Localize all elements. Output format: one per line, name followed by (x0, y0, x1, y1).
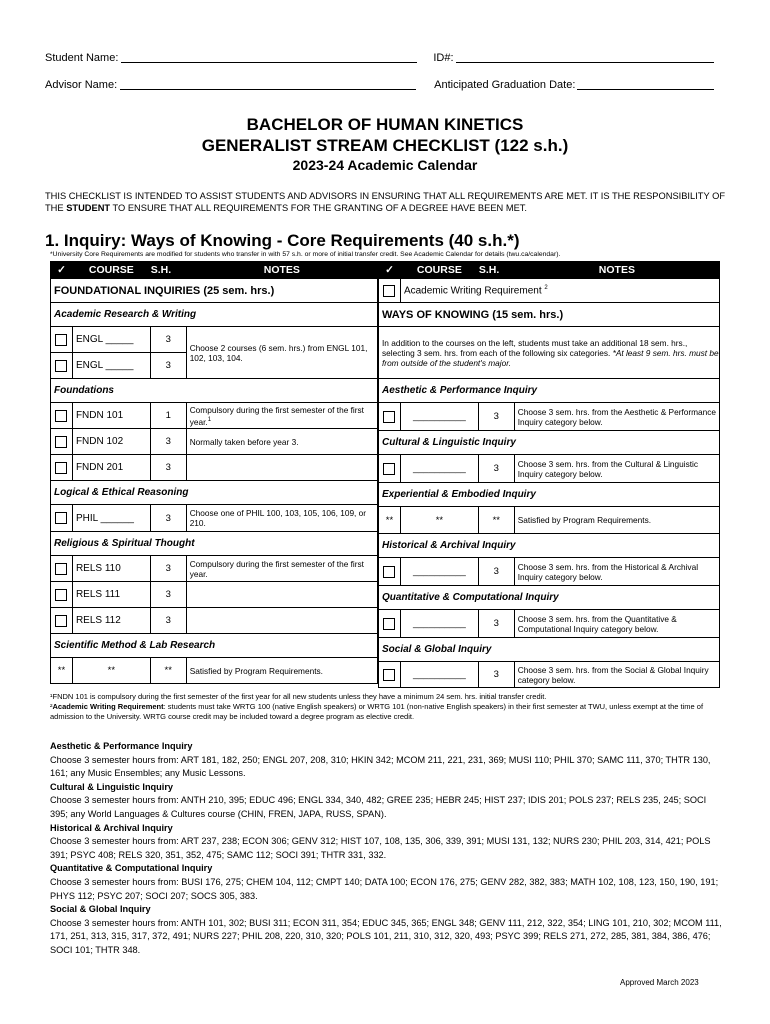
sh-header: S.H. (150, 262, 186, 279)
cultural-note: Choose 3 sem. hrs. from the Cultural & Linguistic Inquiry category below. (514, 455, 719, 483)
advisor-info-row (45, 79, 714, 91)
advisor-name-field[interactable] (120, 79, 416, 90)
aesthetic-course-field[interactable]: __________ (400, 403, 478, 431)
foundations-heading: Foundations (51, 379, 378, 403)
grad-date-field[interactable] (577, 79, 714, 90)
rels111-checkbox[interactable] (55, 589, 67, 601)
cultural-course-field[interactable]: __________ (400, 455, 478, 483)
page-subtitle: GENERALIST STREAM CHECKLIST (122 s.h.) (201, 136, 569, 155)
notes-header: NOTES (186, 262, 377, 279)
fndn201-sh: 3 (150, 455, 186, 481)
social-note: Choose 3 sem. hrs. from the Social & Global Inquiry category below. (514, 662, 719, 688)
req-cultural: Cultural & Linguistic Inquiry Choose 3 semester hours from: ANTH 210, 395; EDUC 496; ENGL 334, 340, 482; GREE 235; HEBR 245; HIST 237; IDIS 201; POLS 237; RELS 235, 245; SOCI 395; any World Languages & Cultures course (CHIN, FREN, JAPA, RUSS, SPAN). (50, 781, 707, 819)
aesthetic-sh: 3 (478, 403, 514, 431)
fndn201-checkbox[interactable] (55, 462, 67, 474)
rels112-course: RELS 112 (72, 608, 150, 634)
historical-checkbox[interactable] (383, 566, 395, 578)
phil-checkbox[interactable] (55, 512, 67, 524)
rels112-sh: 3 (150, 608, 186, 634)
fndn201-course: FNDN 201 (72, 455, 150, 481)
fndn102-course: FNDN 102 (72, 429, 150, 455)
right-header-row (379, 262, 720, 279)
phil-note: Choose one of PHIL 100, 103, 105, 106, 109, or 210. (186, 505, 377, 532)
course-header-2: COURSE (400, 262, 478, 279)
phil-course[interactable]: PHIL ______ (72, 505, 150, 532)
scientific-heading: Scientific Method & Lab Research (51, 634, 378, 658)
right-table (378, 261, 720, 688)
disclaimer: THIS CHECKLIST IS INTENDED TO ASSIST STUDENTS AND ADVISORS IN ENSURING THAT ALL REQUIREMENTS ARE MET. IT IS THE RESPONSIBILITY OF THE STUDENT TO ENSURE THAT ALL REQUIREMENTS FOR THE GRANTING OF A DEGREE HAVE BEEN MET. (45, 191, 725, 213)
quant-note: Choose 3 sem. hrs. from the Quantitative & Computational Inquiry category below. (514, 610, 719, 638)
id-field[interactable] (456, 52, 714, 63)
social-sh: 3 (478, 662, 514, 688)
req-aesthetic: Aesthetic & Performance Inquiry Choose 3 semester hours from: ART 181, 182, 250; ENGL 207, 208, 310; HKIN 342; MCOM 211, 221, 231, 369; MUSI 110; PHIL 370; SAMC 111, 370; THTR 130, 161; any Music Ensembles; any Music Lessons. (50, 741, 711, 779)
id-label: ID#: (433, 52, 454, 64)
logical-heading: Logical & Ethical Reasoning (51, 481, 378, 505)
course-header: COURSE (72, 262, 150, 279)
historical-course-field[interactable]: __________ (400, 558, 478, 586)
footnote-1: ¹FNDN 101 is compulsory during the first semester of the first year for all new students unless they have a minimum 24 sem. hrs. initial transfer credit. (50, 692, 547, 701)
phil-sh: 3 (150, 505, 186, 532)
engl2-sh: 3 (150, 353, 186, 379)
quant-course-field[interactable]: __________ (400, 610, 478, 638)
quant-sh: 3 (478, 610, 514, 638)
rels110-course: RELS 110 (72, 556, 150, 582)
student-name-field[interactable] (121, 52, 417, 63)
check-header-2: ✓ (379, 262, 401, 279)
advisor-name-label: Advisor Name: (45, 79, 118, 91)
social-course-field[interactable]: __________ (400, 662, 478, 688)
sh-header-2: S.H. (478, 262, 514, 279)
rels110-note: Compulsory during the first semester of the first year. (186, 556, 377, 582)
exp-note: Satisfied by Program Requirements. (514, 507, 719, 534)
historical-heading: Historical & Archival Inquiry (379, 534, 720, 558)
engl2-checkbox[interactable] (55, 360, 67, 372)
approved-date: Approved March 2023 (620, 978, 699, 987)
fndn102-note: Normally taken before year 3. (186, 429, 377, 455)
fndn101-course: FNDN 101 (72, 403, 150, 429)
req-quantitative: Quantitative & Computational Inquiry Choose 3 semester hours from: BUSI 176, 275; CHEM 104, 112; CMPT 140; DATA 100; ECON 176, 275; GENV 282, 382, 383; MATH 102, 108, 123, 150, 190, 191; PHYS 112; PSYC 207; SOCI 207; SOCS 305, 383. (50, 863, 719, 901)
historical-sh: 3 (478, 558, 514, 586)
ways-of-knowing-heading: WAYS OF KNOWING (15 sem. hrs.) (379, 303, 720, 327)
academic-research-heading: Academic Research & Writing (51, 303, 378, 327)
religious-heading: Religious & Spiritual Thought (51, 532, 378, 556)
aesthetic-checkbox[interactable] (383, 411, 395, 423)
exp-star-3: ** (478, 507, 514, 534)
requirements-list (50, 740, 722, 958)
foundational-inquiries-heading: FOUNDATIONAL INQUIRIES (25 sem. hrs.) (51, 279, 378, 303)
fndn101-sh: 1 (150, 403, 186, 429)
wok-note: In addition to the courses on the left, students must take an additional 18 sem. hrs., selecting 3 sem. hrs. from each of the following six categories. *At least 9 sem. hrs. must be from outside of the student's major. (379, 327, 720, 379)
rels110-checkbox[interactable] (55, 563, 67, 575)
engl2-course[interactable]: ENGL _____ (72, 353, 150, 379)
grad-date-label: Anticipated Graduation Date: (434, 79, 576, 91)
cultural-sh: 3 (478, 455, 514, 483)
check-header: ✓ (51, 262, 73, 279)
engl-note: Choose 2 courses (6 sem. hrs.) from ENGL 101, 102, 103, 104. (186, 327, 377, 379)
page-title: BACHELOR OF HUMAN KINETICS (246, 115, 524, 134)
historical-note: Choose 3 sem. hrs. from the Historical & Archival Inquiry category below. (514, 558, 719, 586)
engl1-course[interactable]: ENGL _____ (72, 327, 150, 353)
social-heading: Social & Global Inquiry (379, 638, 720, 662)
sci-star-1: ** (51, 658, 73, 684)
quant-checkbox[interactable] (383, 618, 395, 630)
section-title: 1. Inquiry: Ways of Knowing - Core Requirements (40 s.h.*) (45, 231, 520, 250)
sci-star-2: ** (72, 658, 150, 684)
awr-checkbox[interactable] (383, 285, 395, 297)
req-historical: Historical & Archival Inquiry Choose 3 semester hours from: ART 237, 238; ECON 306; GENV 312; HIST 107, 108, 135, 306, 339, 391; MUSI 131, 132; NURS 230; PHIL 203, 314, 421; POLS 391; PSYC 408; RELS 320, 351, 352, 475; SAMC 112; SOCI 391; THTR 331, 332. (50, 822, 711, 860)
experiential-heading: Experiential & Embodied Inquiry (379, 483, 720, 507)
rels110-sh: 3 (150, 556, 186, 582)
social-checkbox[interactable] (383, 669, 395, 681)
sci-star-3: ** (150, 658, 186, 684)
req-social: Social & Global Inquiry Choose 3 semester hours from: ANTH 101, 302; BUSI 311; ECON 311, 354; EDUC 345, 365; ENGL 348; GENV 111, 212, 322, 354; LING 101, 210, 302; MCOM 111, 171, 251, 313, 315, 317, 372, 491; NURS 227; PHIL 208, 220, 310, 320; POLS 101, 211, 310, 312, 320, 493; PSYC 399; RELS 271, 272, 285, 381, 384, 386, 476; SOCI 101; THTR 348. (50, 904, 722, 955)
engl1-sh: 3 (150, 327, 186, 353)
left-header-row (51, 262, 378, 279)
left-table (50, 261, 378, 684)
aesthetic-note: Choose 3 sem. hrs. from the Aesthetic & Performance Inquiry category below. (514, 403, 719, 431)
awr-label: Academic Writing Requirement $^2$ (400, 279, 719, 303)
footnote-2: ²Academic Writing Requirement: students must take WRTG 100 (native English speakers) or WRTG 101 (non-native English speakers) in their first semester at TWU, unless exempt at the time of admission to the University. WRTG course credit may be included toward a degree program as elective credit. (50, 702, 704, 721)
fndn102-checkbox[interactable] (55, 436, 67, 448)
cultural-checkbox[interactable] (383, 463, 395, 475)
student-info-row (45, 52, 714, 64)
section-note: *University Core Requirements are modified for students who transfer in with 57 s.h. or more of initial transfer credit. See Academic Calendar for details (twu.ca/calendar). (50, 251, 561, 258)
fndn102-sh: 3 (150, 429, 186, 455)
quantitative-heading: Quantitative & Computational Inquiry (379, 586, 720, 610)
aesthetic-heading: Aesthetic & Performance Inquiry (379, 379, 720, 403)
notes-header-2: NOTES (514, 262, 719, 279)
exp-star-2: ** (400, 507, 478, 534)
rels112-checkbox[interactable] (55, 615, 67, 627)
fndn101-checkbox[interactable] (55, 410, 67, 422)
student-name-label: Student Name: (45, 52, 119, 64)
exp-star-1: ** (379, 507, 401, 534)
engl1-checkbox[interactable] (55, 334, 67, 346)
rels111-sh: 3 (150, 582, 186, 608)
fndn101-note: Compulsory during the first semester of the first year.$^1$ (186, 403, 377, 429)
cultural-heading: Cultural & Linguistic Inquiry (379, 431, 720, 455)
rels111-course: RELS 111 (72, 582, 150, 608)
calendar-year: 2023-24 Academic Calendar (292, 157, 478, 173)
sci-note: Satisfied by Program Requirements. (186, 658, 377, 684)
